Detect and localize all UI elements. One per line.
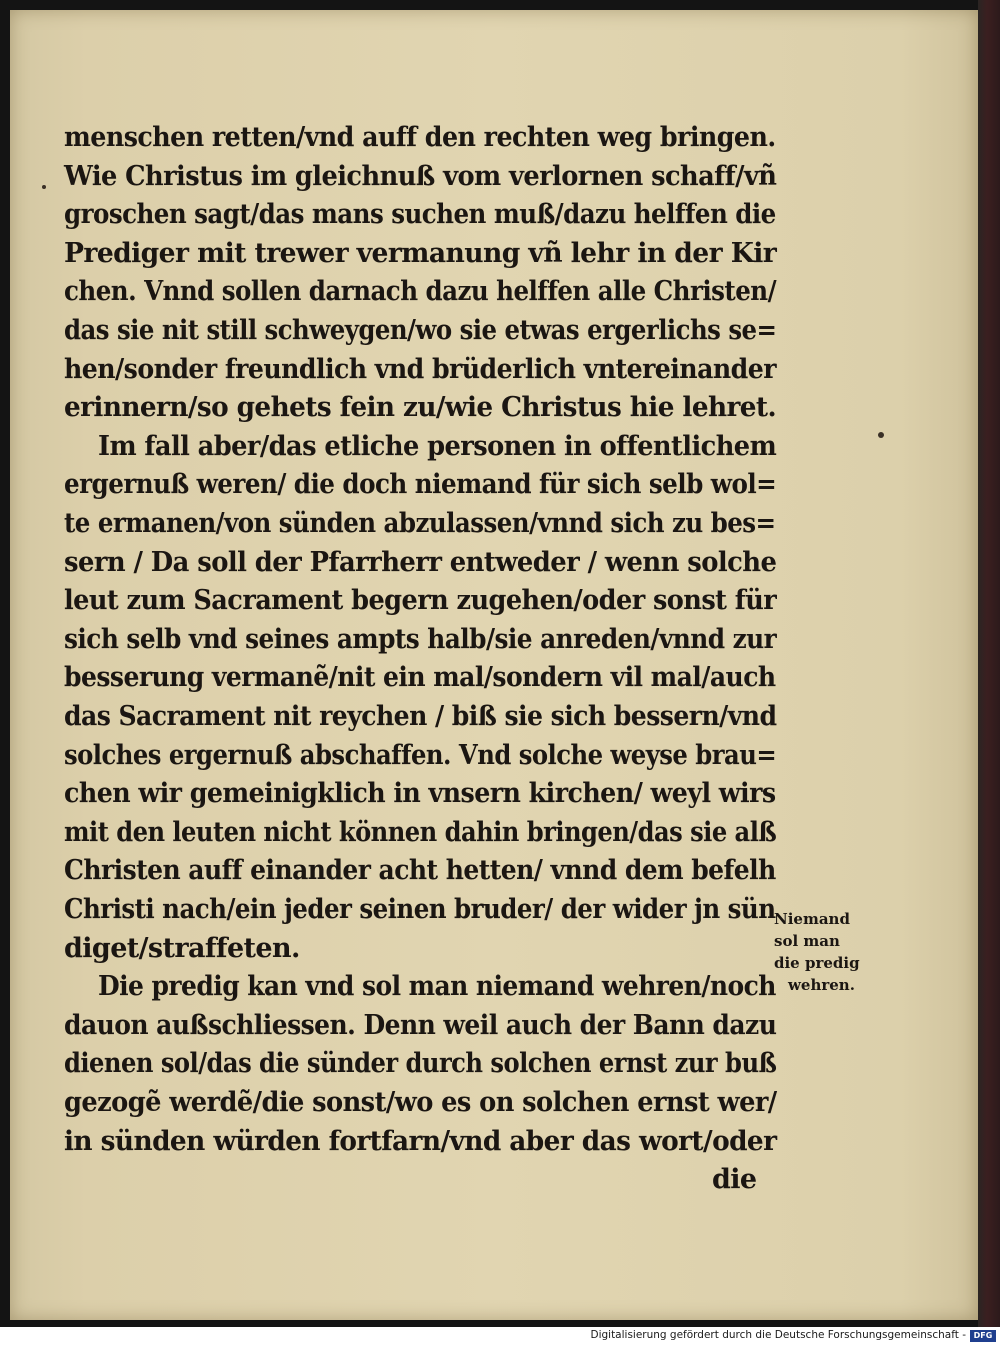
text-line: sich selb vnd seines ampts halb/sie anreden/vnnd zur [64, 623, 777, 655]
footer-bar [0, 1327, 1000, 1345]
text-line: mit den leuten nicht können dahin bringen/das sie alß [64, 816, 777, 848]
text-line: Prediger mit trewer vermanung vñ lehr in der Kir [64, 237, 777, 269]
catchword: die [712, 1164, 757, 1196]
text-line: leut zum Sacrament begern zugehen/oder sonst für [64, 585, 777, 617]
marginal-line: wehren. [788, 976, 855, 994]
text-line: diget/straffeten. [64, 932, 300, 964]
marginal-line: sol man [774, 932, 840, 950]
text-line: erinnern/so gehets fein zu/wie Christus hie lehret. [64, 392, 777, 424]
text-line: gezogẽ werdẽ/die sonst/wo es on solchen ernst wer/ [64, 1087, 777, 1118]
text-line: chen. Vnnd sollen darnach dazu helffen alle Christen/ [64, 276, 776, 308]
text-line: dienen sol/das die sünder durch solchen ernst zur buß [64, 1048, 777, 1080]
dfg-logo: DFG [970, 1330, 996, 1342]
text-line: Christi nach/ein jeder seinen bruder/ der wider jn sün [64, 894, 776, 925]
text-line: das sie nit still schweygen/wo sie etwas ergerlichs se= [64, 315, 777, 346]
text-line: sern / Da soll der Pfarrherr entweder / wenn solche [64, 546, 777, 578]
text-line: Wie Christus im gleichnuß vom verlornen schaff/vñ [64, 160, 777, 192]
funding-credit: Digitalisierung gefördert durch die Deutsche Forschungsgemeinschaft - [590, 1329, 966, 1341]
marginal-line: die predig [774, 954, 860, 972]
text-line: hen/sonder freundlich vnd brüderlich vntereinander [64, 353, 776, 385]
text-line: groschen sagt/das mans suchen muß/dazu helffen die [64, 199, 776, 231]
text-line: dauon außschliessen. Denn weil auch der Bann dazu [64, 1009, 777, 1041]
paper-spot [878, 432, 884, 438]
text-line: chen wir gemeinigklich in vnsern kirchen/ weyl wirs [64, 778, 776, 810]
text-line: solches ergernuß abschaffen. Vnd solche weyse brau= [64, 739, 777, 771]
text-line: te ermanen/von sünden abzulassen/vnnd sich zu bes= [64, 508, 776, 539]
text-line: in sünden würden fortfarn/vnd aber das wort/oder [64, 1125, 777, 1157]
marginal-line: Niemand [774, 910, 850, 928]
text-line: Christen auff einander acht hetten/ vnnd dem befelh [64, 855, 776, 887]
text-line: Im fall aber/das etliche personen in offentlichem [98, 430, 777, 462]
paper-spot [42, 185, 46, 189]
book-page [10, 10, 978, 1320]
book-edge [978, 0, 1000, 1327]
text-line: besserung vermanẽ/nit ein mal/sondern vil mal/auch [64, 662, 776, 694]
text-line: ergernuß weren/ die doch niemand für sich selb wol= [64, 469, 777, 501]
text-line: menschen retten/vnd auff den rechten weg bringen. [64, 122, 776, 153]
text-line: Die predig kan vnd sol man niemand wehren/noch [98, 971, 776, 1003]
text-line: das Sacrament nit reychen / biß sie sich bessern/vnd [64, 701, 777, 732]
